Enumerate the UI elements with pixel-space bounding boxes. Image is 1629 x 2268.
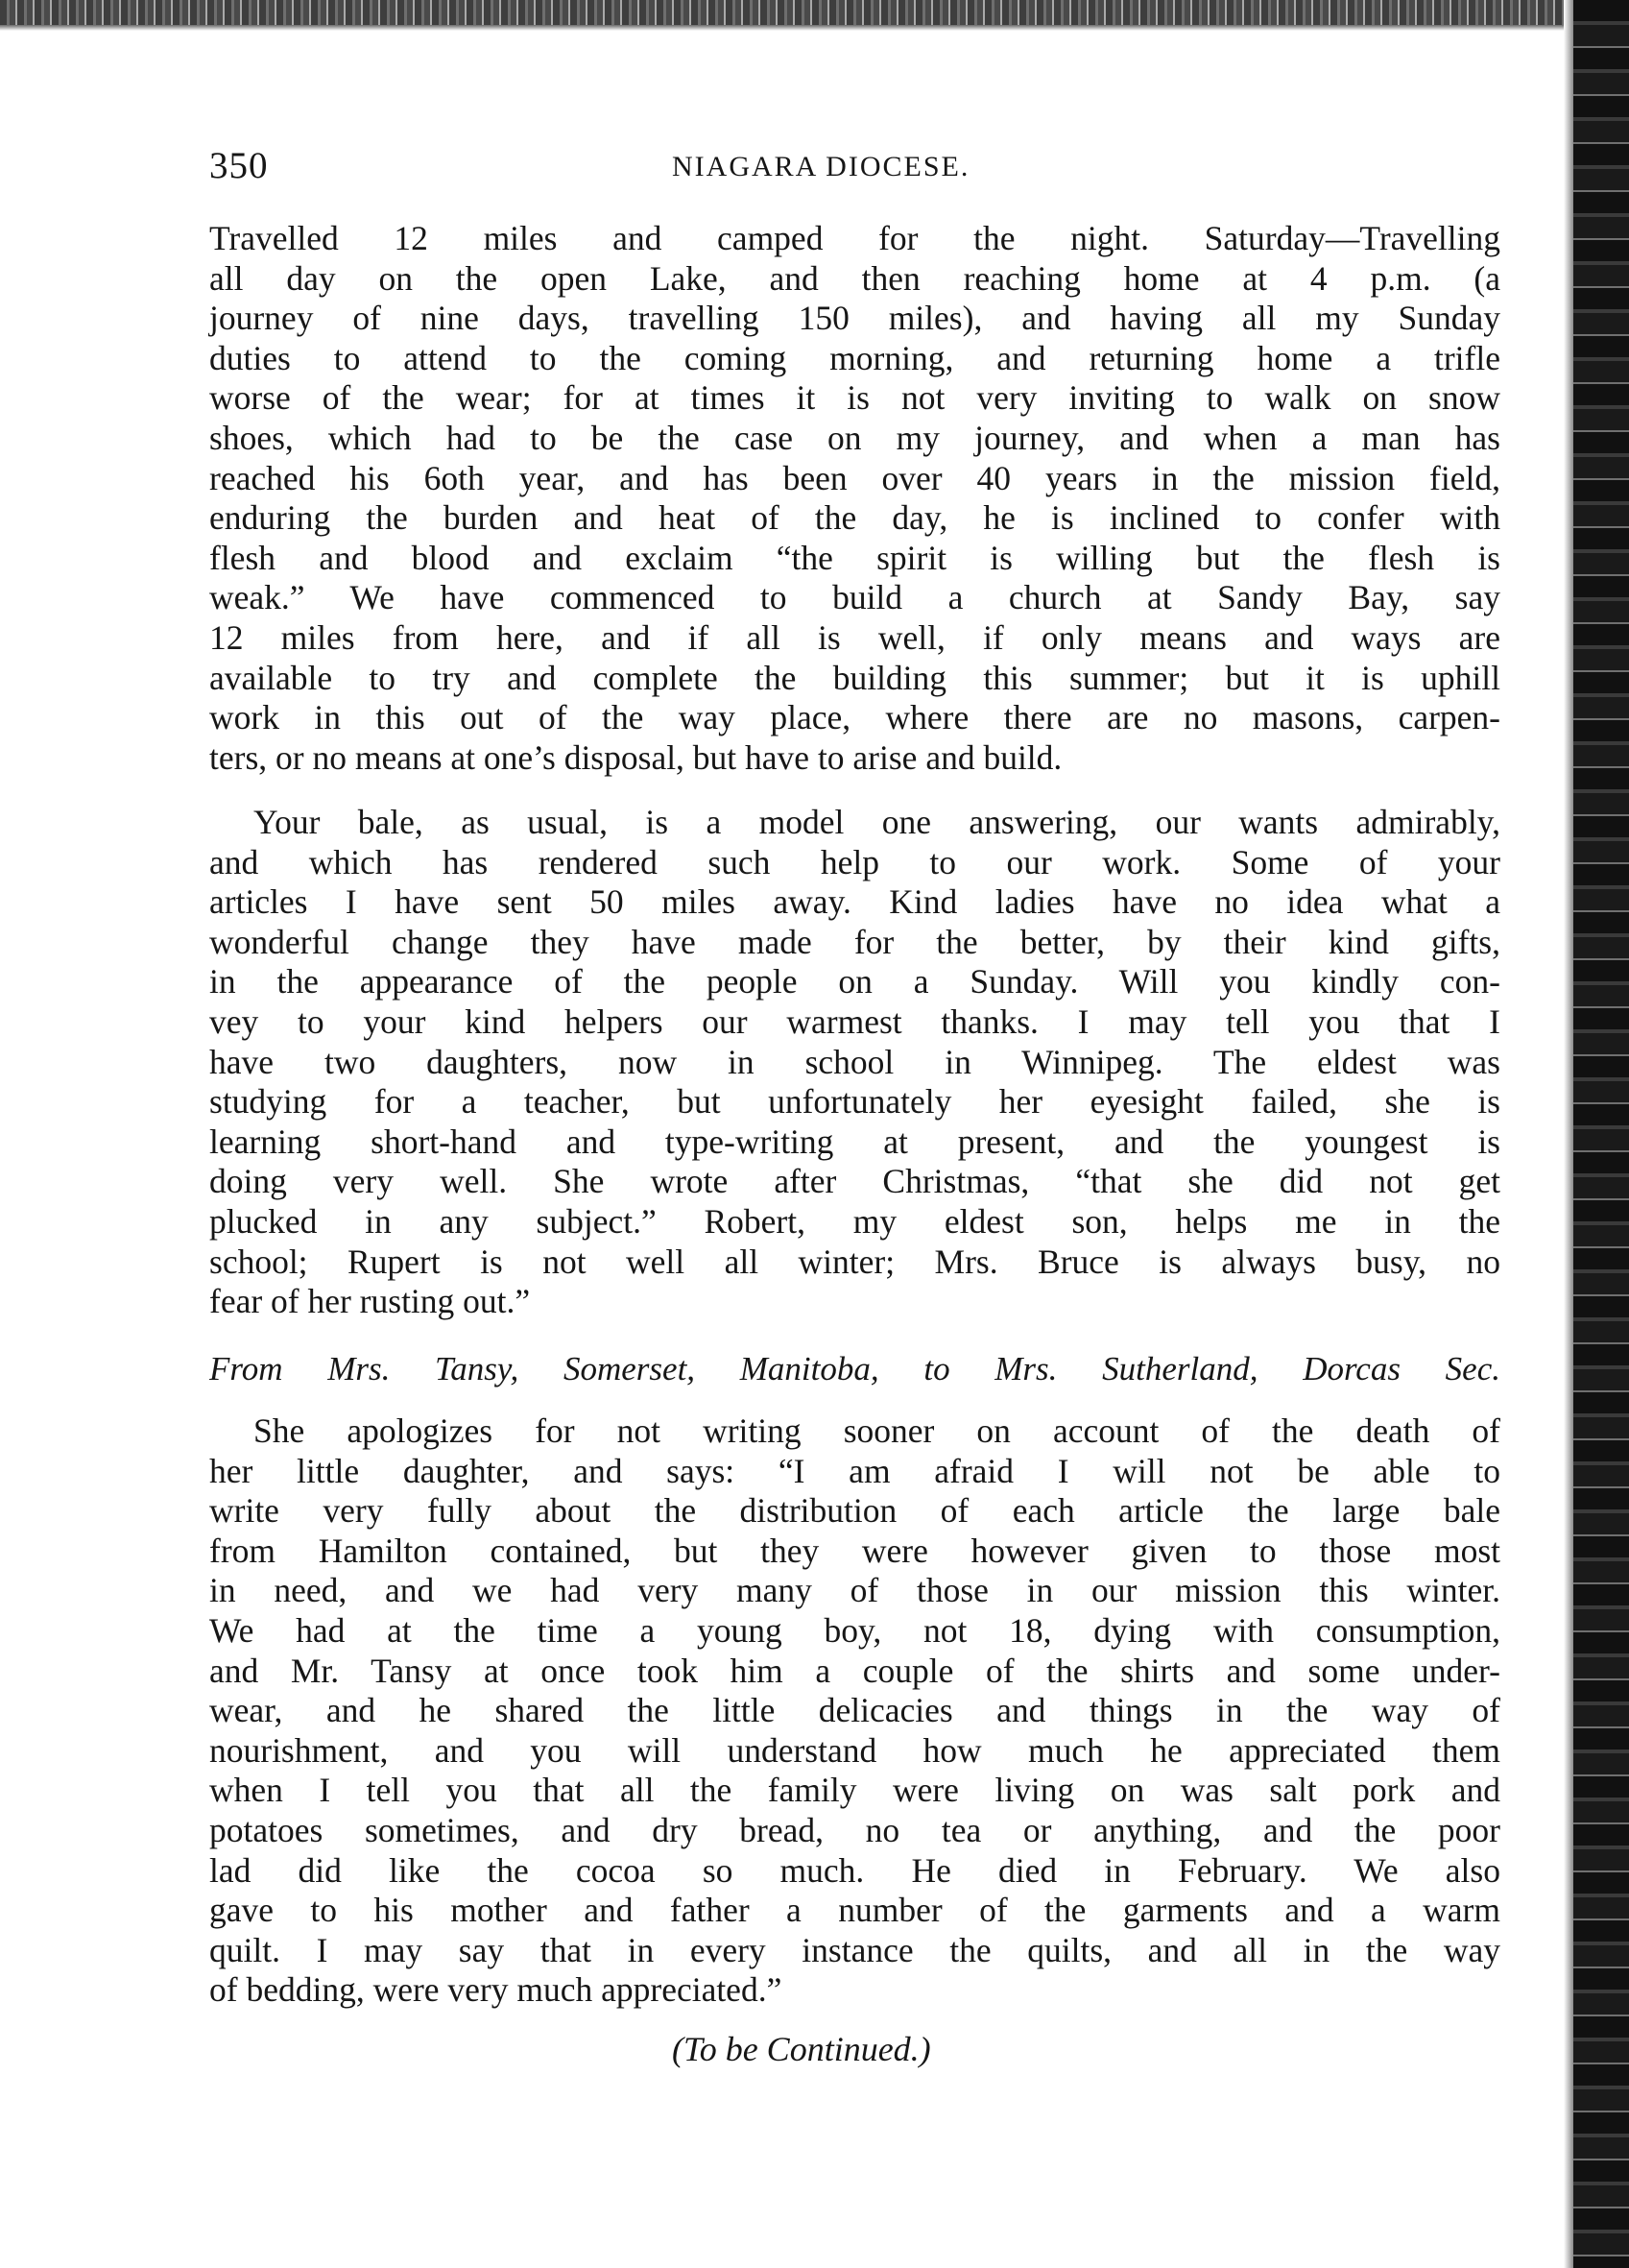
text-line: work in this out of the way place, where there are no masons, carpen- <box>209 698 1500 737</box>
text-line: nourishment, and you will understand how much he appreciated them <box>209 1730 1500 1770</box>
text-line: in need, and we had very many of those in our mission this winter. <box>209 1571 1500 1610</box>
text-line: studying for a teacher, but unfortunately her eyesight failed, she is <box>209 1082 1500 1122</box>
text-line: worse of the wear; for at times it is not very inviting to walk on snow <box>209 378 1500 418</box>
text-line: available to try and complete the building this summer; but it is uphill <box>209 658 1500 697</box>
text-line: lad did like the cocoa so much. He died in February. We also <box>209 1850 1500 1890</box>
text-line: write very fully about the distribution of each article the large bale <box>209 1491 1500 1531</box>
text-line: shoes, which had to be the case on my journey, and when a man has <box>209 418 1500 457</box>
scan-top-shadow <box>0 25 1629 31</box>
text-line: learning short-hand and type-writing at present, and the youngest is <box>209 1122 1500 1161</box>
paragraph-2 <box>209 803 1500 1322</box>
text-line: flesh and blood and exclaim “the spirit is willing but the flesh is <box>209 538 1500 577</box>
text-line: journey of nine days, travelling 150 miles), and having all my Sunday <box>209 299 1500 338</box>
text-line: wear, and he shared the little delicacies and things in the way of <box>209 1691 1500 1730</box>
scan-top-edge <box>0 0 1629 25</box>
text-line: of bedding, were very much appreciated.” <box>209 1970 782 2010</box>
text-line: reached his 6oth year, and has been over 40 years in the mission field, <box>209 458 1500 497</box>
text-line: duties to attend to the coming morning, and returning home a trifle <box>209 338 1500 377</box>
text-line: her little daughter, and says: “I am afraid I will not be able to <box>209 1451 1500 1490</box>
text-line: enduring the burden and heat of the day, he is inclined to confer with <box>209 498 1500 538</box>
text-line: vey to your kind helpers our warmest thanks. I may tell you that I <box>209 1001 1500 1041</box>
paragraph-1 <box>209 219 1500 778</box>
text-line: and which has rendered such help to our work. Some of your <box>209 842 1500 881</box>
text-line: 12 miles from here, and if all is well, if only means and ways are <box>209 617 1500 657</box>
text-line: when I tell you that all the family were living on was salt pork and <box>209 1771 1500 1810</box>
text-line: from Hamilton contained, but they were however given to those most <box>209 1531 1500 1570</box>
text-line: doing very well. She wrote after Christmas, “that she did not get <box>209 1162 1500 1201</box>
text-line: gave to his mother and father a number of the garments and a warm <box>209 1891 1500 1930</box>
page-number: 350 <box>209 145 269 186</box>
text-line: wonderful change they have made for the better, by their kind gifts, <box>209 922 1500 961</box>
text-line: potatoes sometimes, and dry bread, no tea or anything, and the poor <box>209 1810 1500 1849</box>
text-line: and Mr. Tansy at once took him a couple of the shirts and some under- <box>209 1651 1500 1690</box>
text-line: She apologizes for not writing sooner on account of the death of <box>253 1411 1500 1450</box>
text-line: fear of her rusting out.” <box>209 1282 531 1321</box>
text-line: weak.” We have commenced to build a church at Sandy Bay, say <box>209 578 1500 617</box>
paragraph-3 <box>209 1411 1500 2011</box>
scan-right-shadow <box>1564 0 1573 2268</box>
text-line: ters, or no means at one’s disposal, but have to arise and build. <box>209 737 1063 777</box>
scan-right-edge <box>1573 0 1629 2268</box>
text-line: plucked in any subject.” Robert, my eldest son, helps me in the <box>209 1201 1500 1241</box>
text-line: articles I have sent 50 miles away. Kind ladies have no idea what a <box>209 882 1500 922</box>
text-line: Travelled 12 miles and camped for the night. Saturday—Travelling <box>209 219 1500 257</box>
text-line: quilt. I may say that in every instance the quilts, and all in the way <box>209 1930 1500 1969</box>
text-line: Your bale, as usual, is a model one answering, our wants admirably, <box>253 803 1500 841</box>
running-head: NIAGARA DIOCESE. <box>672 151 970 182</box>
to-be-continued: (To be Continued.) <box>672 2030 931 2068</box>
text-line: have two daughters, now in school in Winnipeg. The eldest was <box>209 1042 1500 1081</box>
text-line: in the appearance of the people on a Sunday. Will you kindly con- <box>209 962 1500 1001</box>
text-line: all day on the open Lake, and then reaching home at 4 p.m. (a <box>209 258 1500 298</box>
text-line: school; Rupert is not well all winter; Mrs. Bruce is always busy, no <box>209 1242 1500 1281</box>
text-line: We had at the time a young boy, not 18, dying with consumption, <box>209 1610 1500 1650</box>
letter-heading: From Mrs. Tansy, Somerset, Manitoba, to Mrs. Sutherland, Dorcas Sec. <box>209 1350 1500 1387</box>
